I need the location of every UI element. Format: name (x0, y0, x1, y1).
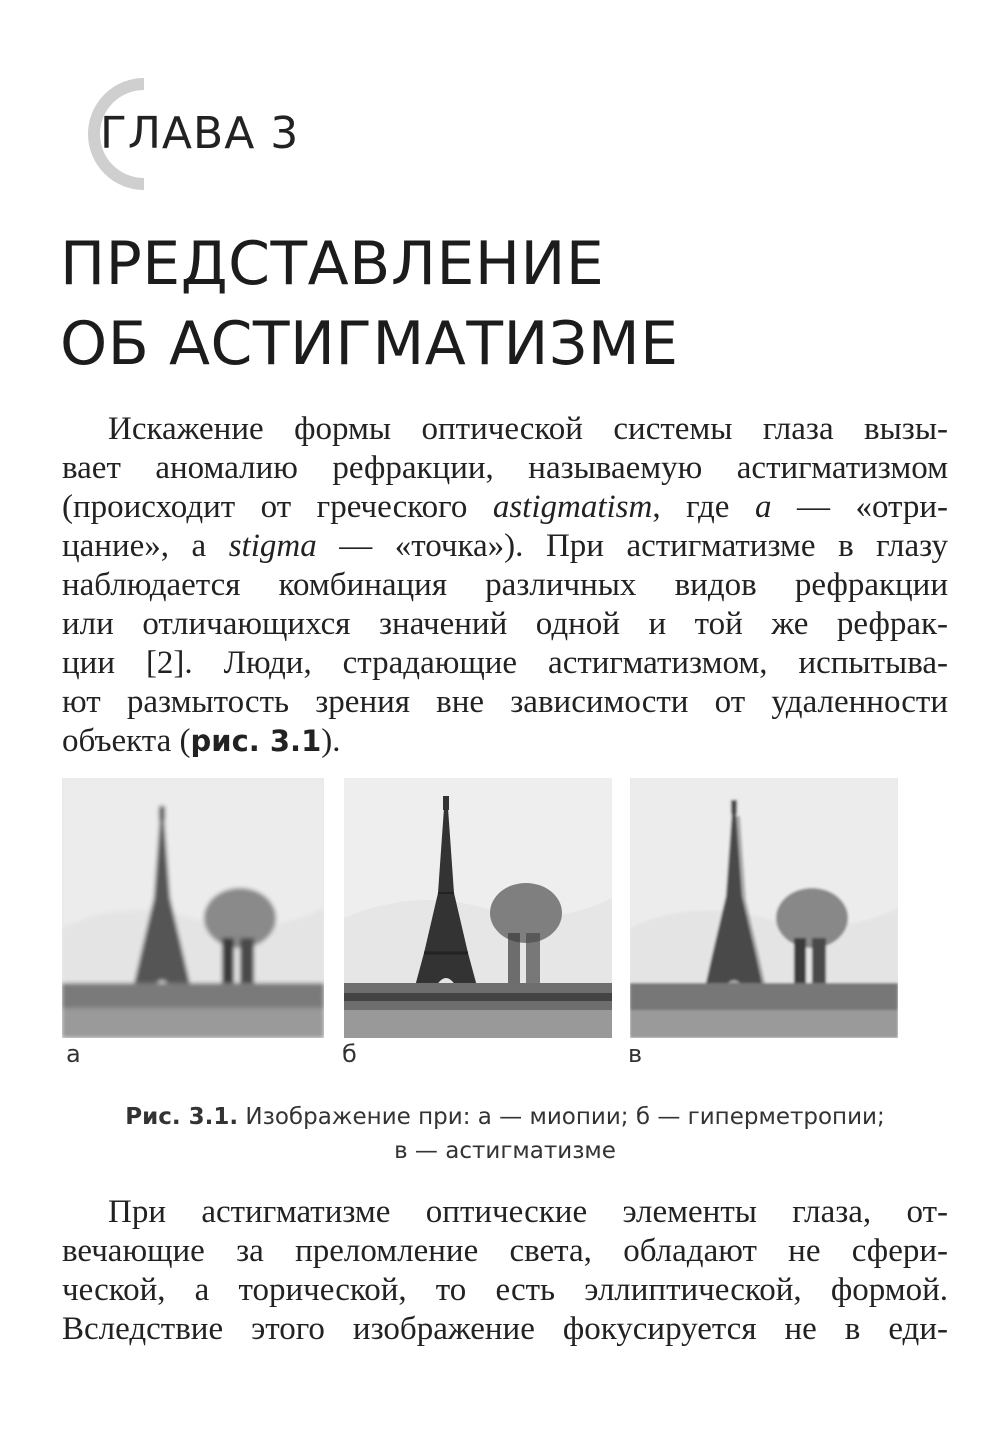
paragraph-line: вает аномалию рефракции, называемую астигматизмом (62, 450, 948, 486)
paragraph-2 (62, 1193, 948, 1349)
figure-panel-c (630, 778, 898, 1038)
eiffel-scene-image (630, 778, 898, 1038)
caption-line-1: Рис. 3.1. Изображение при: а — миопии; б — гиперметропии; (125, 1104, 885, 1130)
chapter-title (60, 224, 960, 384)
paragraph-line: Вследствие этого изображение фокусируется не в еди- (62, 1311, 948, 1347)
chapter-title-line-2: ОБ АСТИГМАТИЗМЕ (60, 309, 679, 379)
eiffel-scene-image (344, 778, 612, 1038)
paragraph-1 (62, 410, 948, 761)
figure-letter-a: а (66, 1040, 81, 1068)
paragraph-line: наблюдается комбинация различных видов рефракции (62, 567, 948, 603)
chapter-title-line-1: ПРЕДСТАВЛЕНИЕ (60, 229, 605, 299)
paragraph-line: ции [2]. Люди, страдающие астигматизмом, испытыва- (62, 645, 948, 681)
eiffel-scene-image (62, 778, 324, 1038)
figure-caption (62, 1100, 948, 1168)
caption-line-2: в — астигматизме (394, 1138, 616, 1164)
paragraph-line: (происходит от греческого astigmatism, где a — «отри- (62, 489, 948, 525)
paragraph-line: цание», а stigma — «точка»). При астигматизме в глазу (62, 528, 948, 564)
paragraph-line: или отличающихся значений одной и той же рефрак- (62, 606, 948, 642)
term-a: a (754, 489, 772, 525)
figure-panel-b (344, 778, 612, 1038)
paragraph-line: вечающие за преломление света, обладают не сфери- (62, 1233, 948, 1269)
term-stigma: stigma (228, 528, 317, 564)
paragraph-line: ют размытость зрения вне зависимости от удаленности (62, 684, 948, 720)
caption-label: Рис. 3.1. (125, 1104, 239, 1130)
figure-panel-a (62, 778, 324, 1038)
paragraph-line: При астигматизме оптические элементы глаза, от- (108, 1194, 948, 1230)
figure-letter-c: в (628, 1040, 643, 1068)
paragraph-line: объекта (рис. 3.1). (62, 723, 341, 759)
paragraph-line: Искажение формы оптической системы глаза вызы- (108, 411, 948, 447)
chapter-label: ГЛАВА 3 (100, 108, 300, 159)
figure-letter-b: б (342, 1040, 357, 1068)
figure-reference: рис. 3.1 (190, 724, 322, 758)
term-astigmatism: astigmatism (492, 489, 653, 525)
paragraph-line: ческой, а торической, то есть эллиптической, формой. (62, 1272, 948, 1308)
